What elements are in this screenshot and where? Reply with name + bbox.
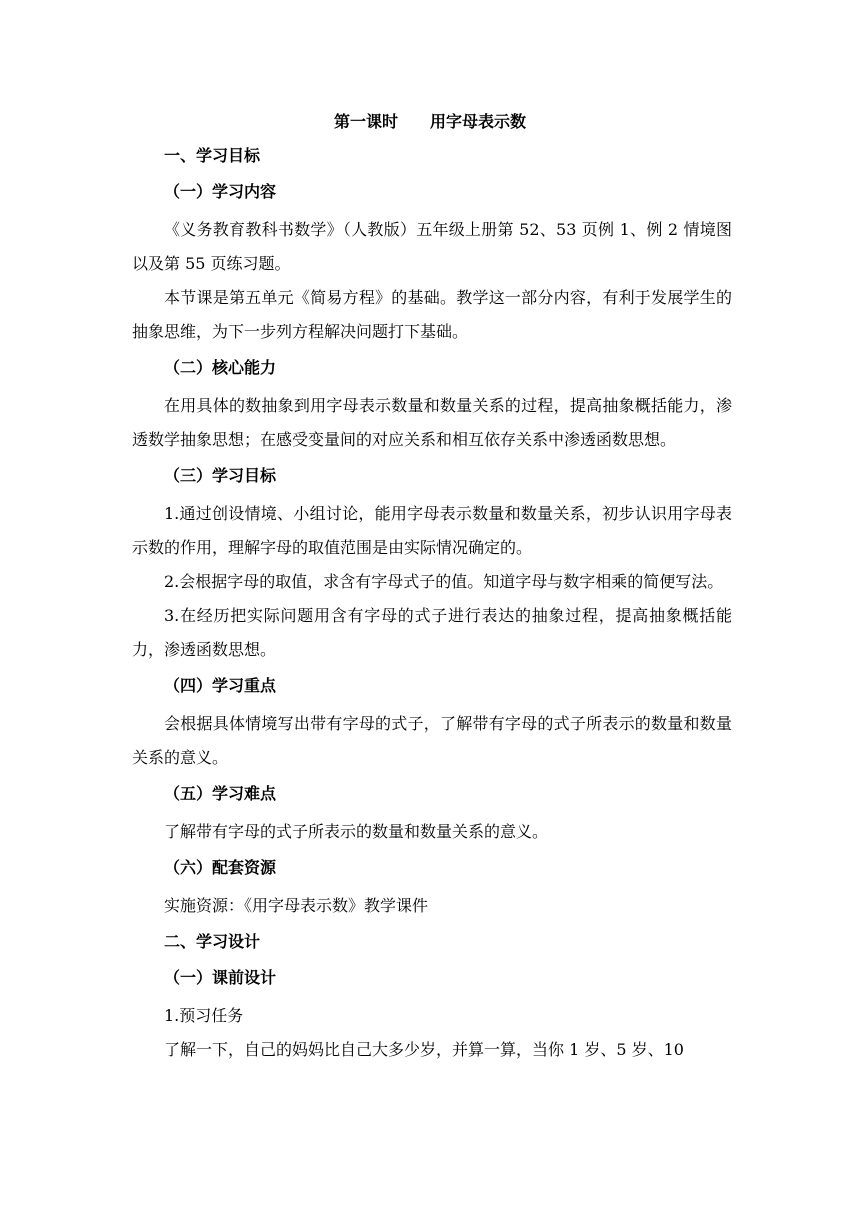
paragraph: 本节课是第五单元《简易方程》的基础。教学这一部分内容，有利于发展学生的抽象思维，为下一步列方程解决问题打下基础。: [132, 288, 732, 341]
paragraph: 了解带有字母的式子所表示的数量和数量关系的意义。: [164, 822, 549, 841]
title-lesson: 第一课时: [333, 112, 398, 131]
paragraph: 在用具体的数抽象到用字母表示数量和数量关系的过程，提高抽象概括能力，渗透数学抽象思想；在感受变量间的对应关系和相互依存关系中渗透函数思想。: [132, 396, 732, 449]
subheading-difficulties: （五）学习难点: [164, 784, 277, 803]
subheading-key-points: （四）学习重点: [164, 676, 277, 695]
list-item: 2.会根据字母的取值，求含有字母式子的值。知道字母与数字相乘的简便写法。: [164, 572, 724, 591]
list-item: 1.通过创设情境、小组讨论，能用字母表示数量和数量关系，初步认识用字母表示数的作用，理解字母的取值范围是由实际情况确定的。: [132, 504, 732, 557]
subheading-resources: （六）配套资源: [164, 858, 277, 877]
title-topic: 用字母表示数: [430, 112, 527, 131]
document-body: [132, 141, 732, 1067]
list-item: 3.在经历把实际问题用含有字母的式子进行表达的抽象过程，提高抽象概括能力，渗透函数思想。: [132, 606, 732, 659]
paragraph: 实施资源：《用字母表示数》教学课件: [164, 896, 429, 915]
subheading-pre-class: （一）课前设计: [164, 968, 277, 987]
subheading-content: （一）学习内容: [164, 182, 277, 201]
subheading-goals: （三）学习目标: [164, 466, 277, 485]
subheading-core-ability: （二）核心能力: [164, 358, 277, 377]
section-heading-objectives: 一、学习目标: [164, 146, 261, 165]
page-title: [0, 110, 860, 134]
paragraph: 1.预习任务: [164, 1006, 244, 1025]
section-heading-design: 二、学习设计: [164, 932, 261, 951]
paragraph: 会根据具体情境写出带有字母的式子，了解带有字母的式子所表示的数量和数量关系的意义。: [132, 714, 732, 767]
paragraph: 《义务教育教科书数学》（人教版）五年级上册第 52、53 页例 1、例 2 情境图以及第 55 页练习题。: [132, 220, 732, 273]
paragraph: 了解一下，自己的妈妈比自己大多少岁，并算一算，当你 1 岁、5 岁、10: [164, 1040, 684, 1059]
